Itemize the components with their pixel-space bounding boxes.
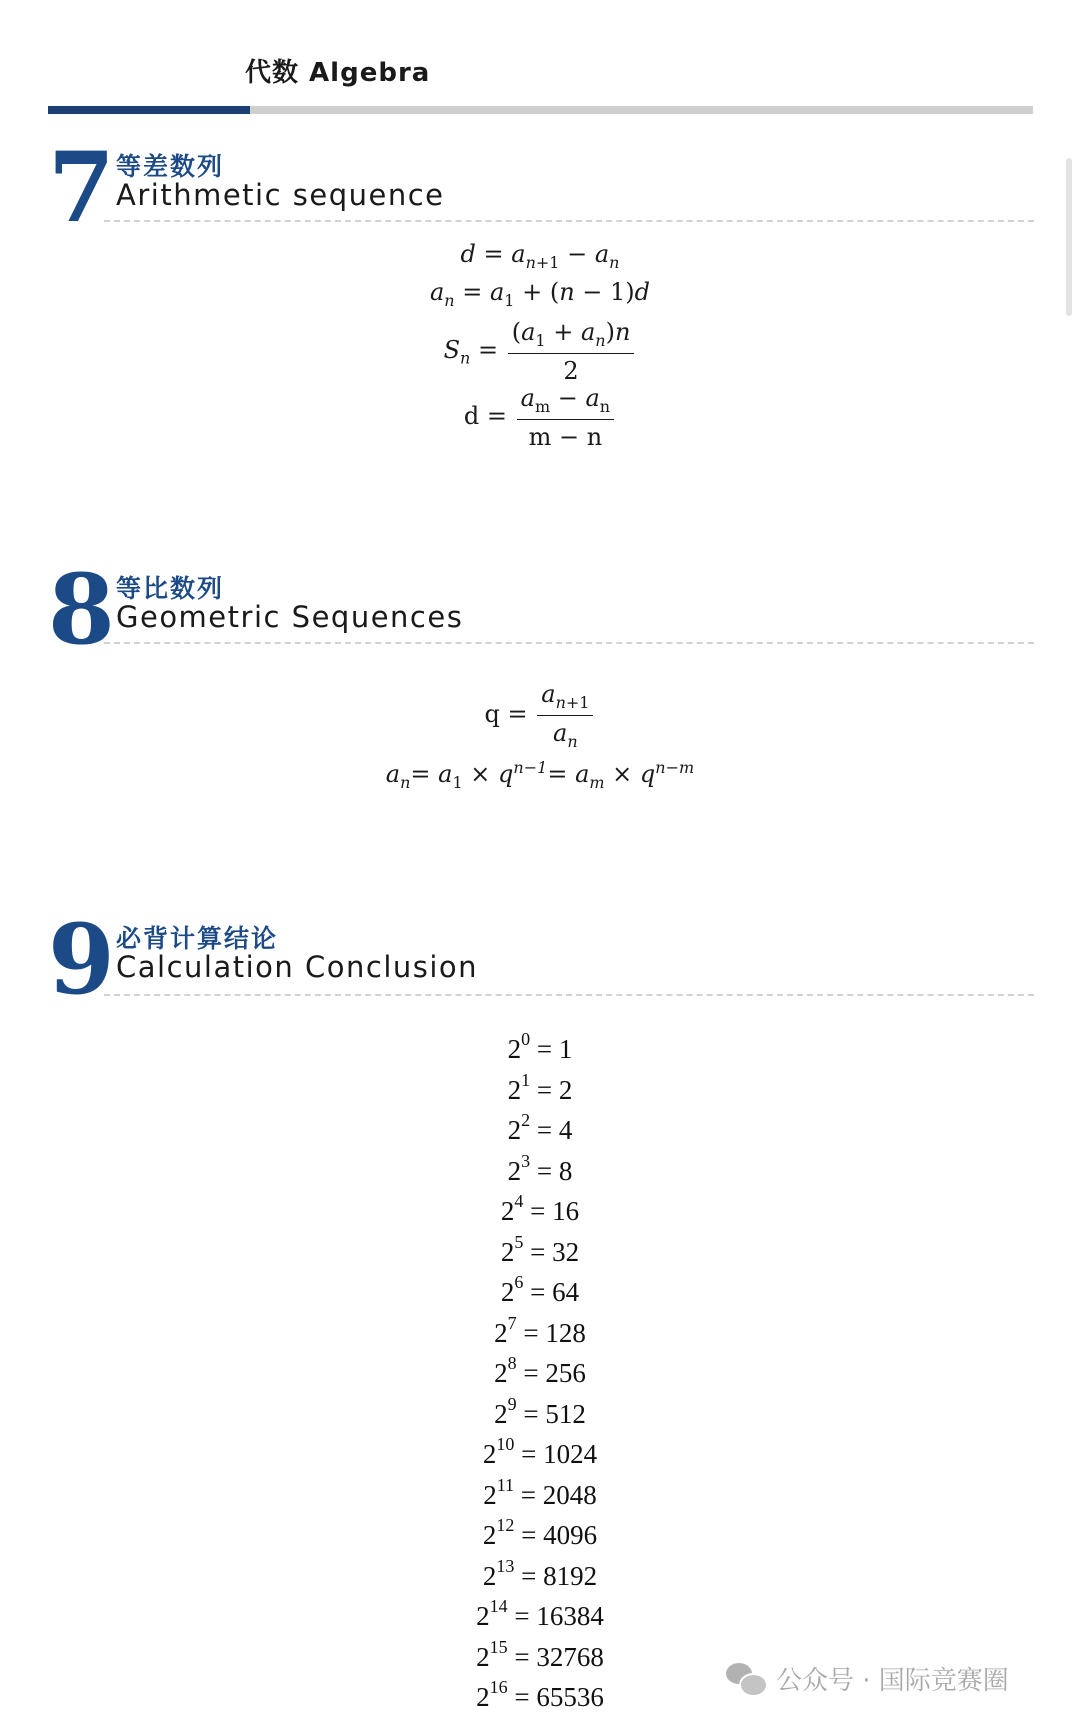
formula-common-difference: $d = a_{n+1} - a_n$ <box>460 240 620 272</box>
power-row: $2^5 = 32$ <box>500 1231 580 1267</box>
power-row: $2^8 = 256$ <box>494 1353 586 1388</box>
divider <box>104 994 1034 996</box>
formula-nth-term: $a_n = a_1 + (n - 1)d$ <box>429 278 651 310</box>
power-row: $2^2 = 4$ <box>507 1110 573 1145</box>
formula-difference-two-terms: d = $\frac{a_m - a_n}{m - n}$ <box>0 384 1080 451</box>
power-row: $2^{15} = 32768$ <box>476 1636 604 1672</box>
section-number: 8 <box>48 553 115 666</box>
power-row: $2^{13} = 8192$ <box>482 1555 598 1591</box>
divider <box>104 220 1034 222</box>
page-title: 代数 Algebra <box>245 58 431 88</box>
power-row: $2^7 = 128$ <box>494 1312 586 1348</box>
power-row: $2^4 = 16$ <box>500 1191 580 1226</box>
power-row: $2^{11} = 2048$ <box>483 1474 597 1510</box>
section-title-cn: 等比数列 <box>116 574 225 603</box>
formula-common-ratio: q = $\frac{a_{n+1}}{a_n}$ <box>0 680 1080 751</box>
formula-sum: $S_n$ = $\frac{(a_1 + a_n)n}{2}$ <box>0 318 1080 385</box>
section-title-en: Calculation Conclusion <box>116 950 479 984</box>
wechat-icon <box>726 1663 766 1695</box>
power-row: $2^{12} = 4096$ <box>482 1515 598 1550</box>
power-row: $2^{14} = 16384$ <box>476 1596 604 1631</box>
powers-of-two-list <box>0 1022 1080 1711</box>
tab-active-indicator[interactable] <box>48 106 250 114</box>
power-row: $2^1 = 2$ <box>507 1069 573 1105</box>
power-row: $2^3 = 8$ <box>507 1150 573 1186</box>
watermark-text: 公众号 · 国际竞赛圈 <box>776 1666 1009 1696</box>
section-number: 9 <box>48 903 115 1016</box>
power-row: $2^{16} = 65536$ <box>476 1677 604 1712</box>
power-row: $2^9 = 512$ <box>494 1393 586 1429</box>
section-title-cn: 等差数列 <box>116 152 225 181</box>
section-title-en: Geometric Sequences <box>116 600 464 634</box>
formula-geometric-nth-term: $a_n= a_1 \times q^{n-1}= a_m \times q^{n-m}$ <box>385 758 695 792</box>
watermark <box>726 1660 1009 1697</box>
divider <box>104 642 1034 644</box>
section-title-cn: 必背计算结论 <box>116 924 279 953</box>
power-row: $2^0 = 1$ <box>507 1029 573 1064</box>
power-row: $2^{10} = 1024$ <box>482 1434 598 1469</box>
section-title-en: Arithmetic sequence <box>116 178 445 212</box>
section-number: 7 <box>48 131 115 244</box>
power-row: $2^6 = 64$ <box>500 1272 580 1307</box>
